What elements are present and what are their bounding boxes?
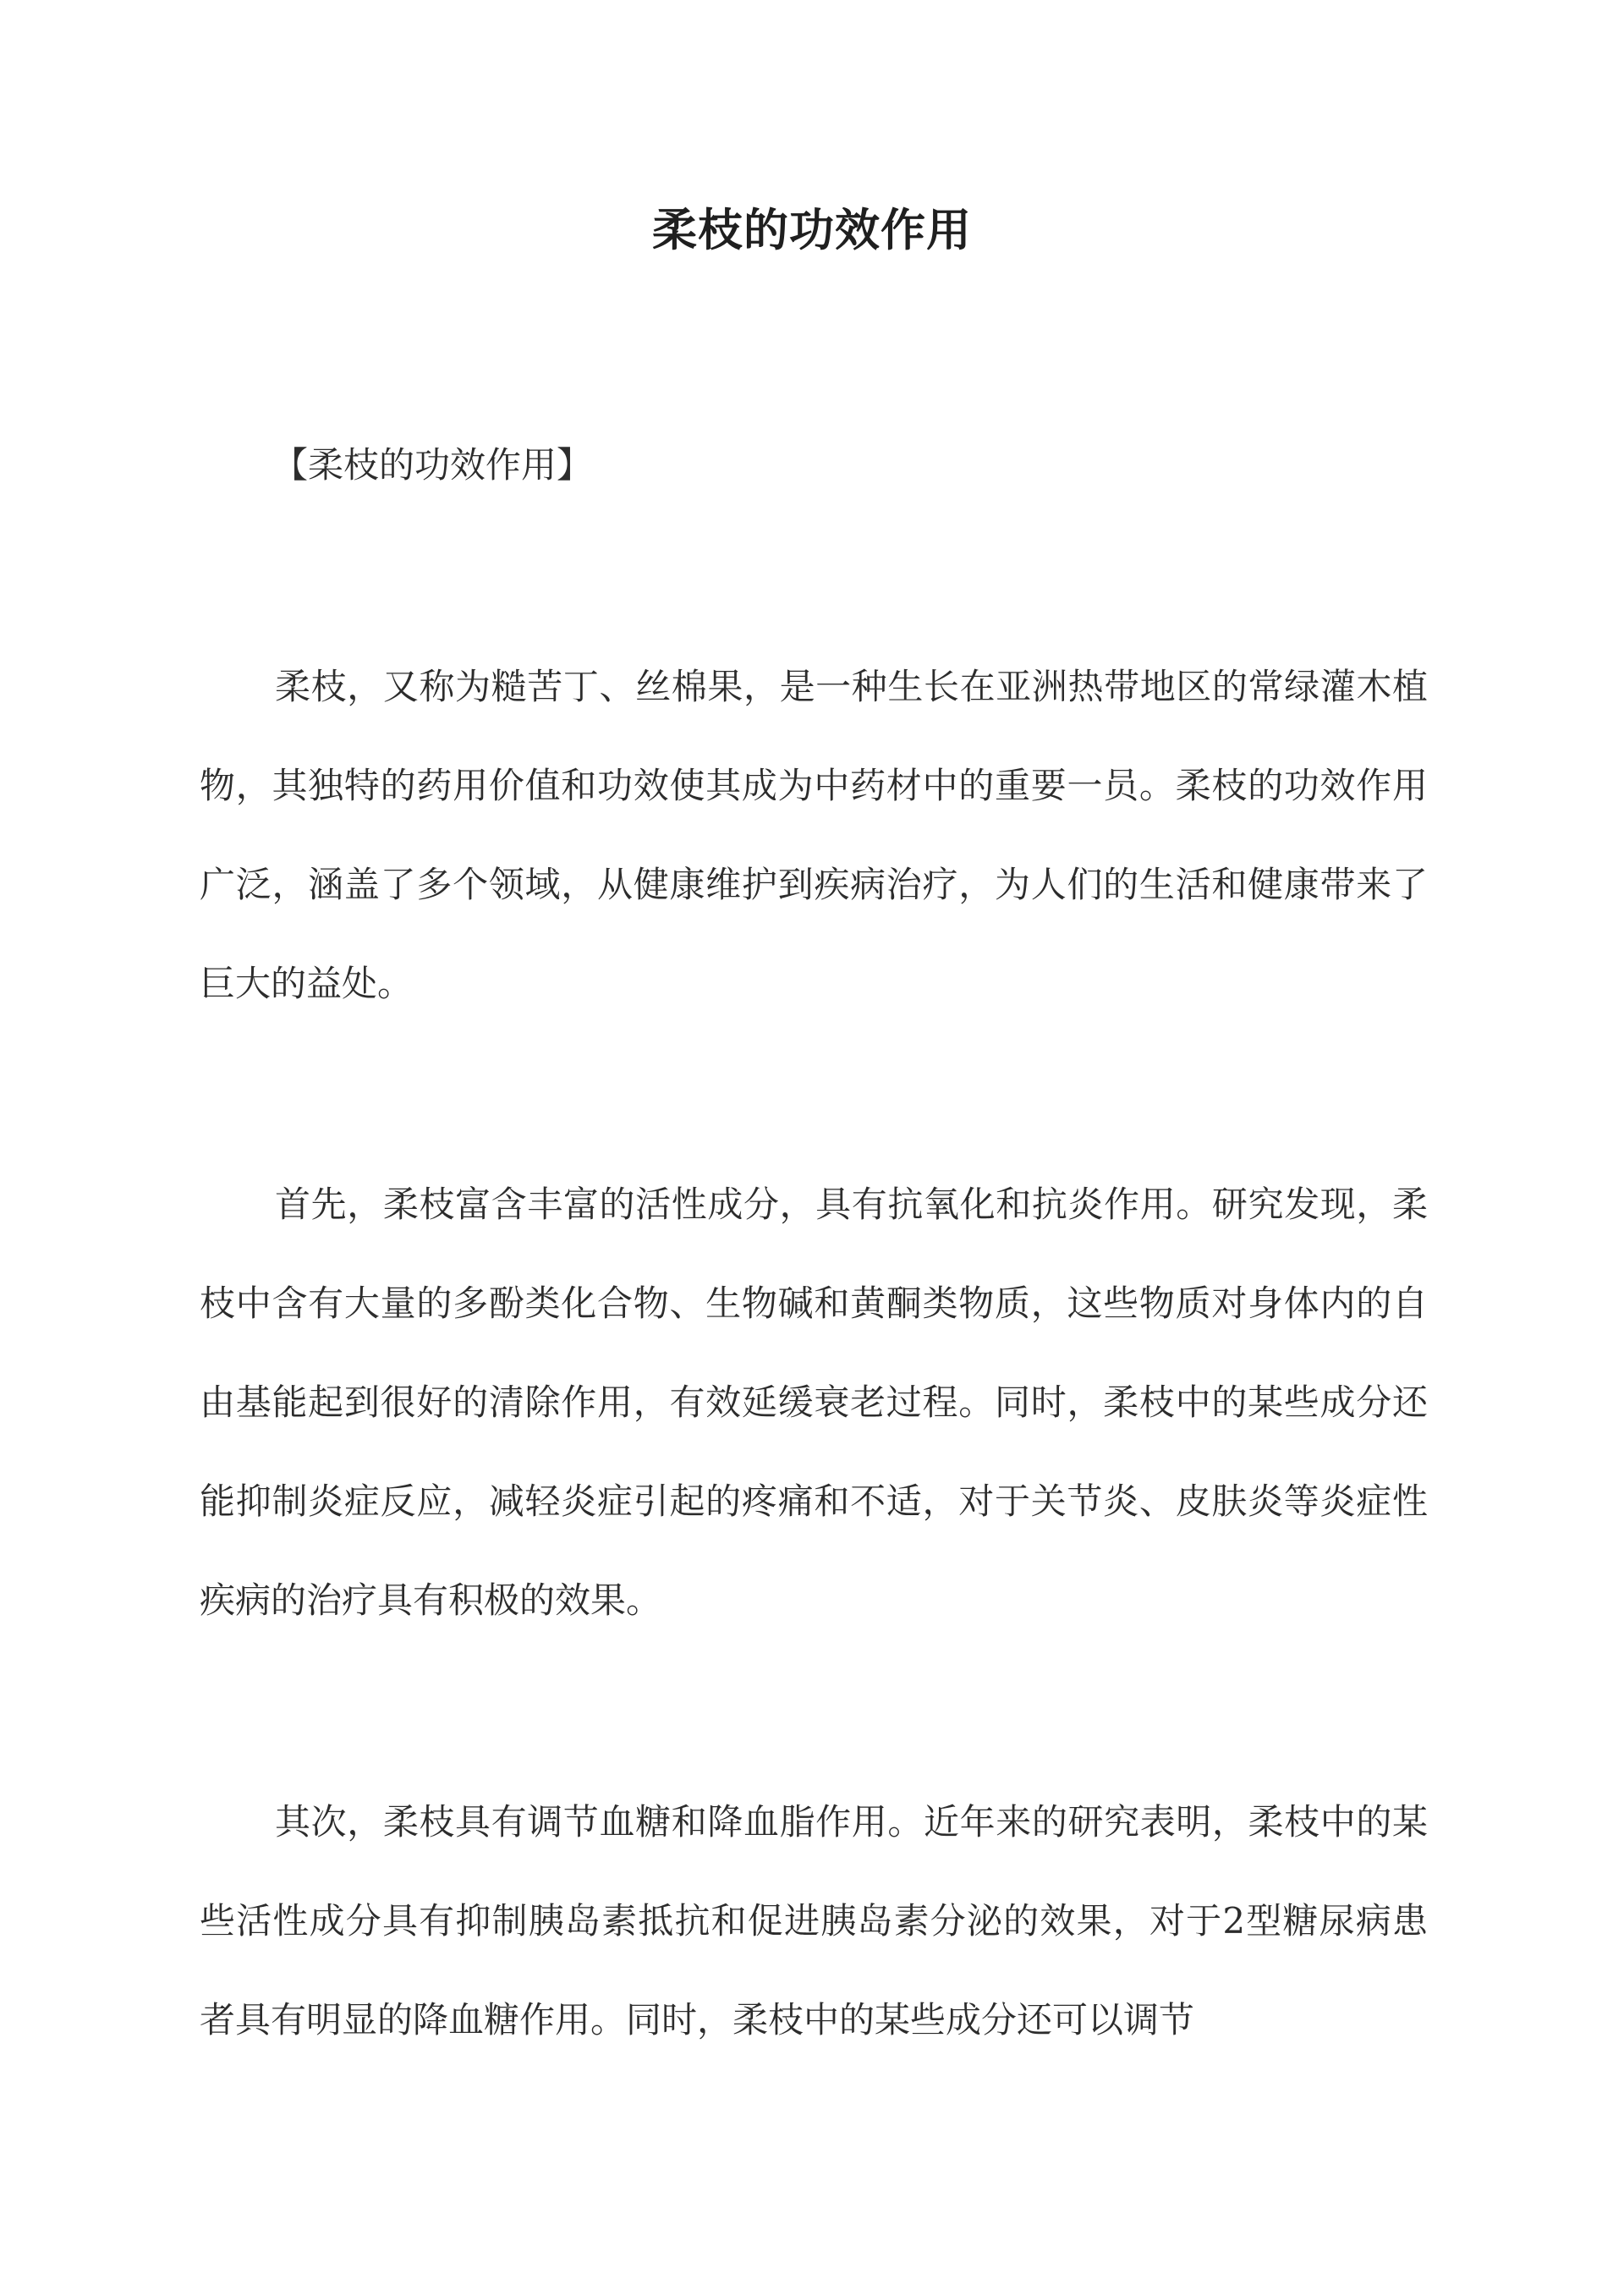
paragraph-blood-sugar: 其次，柔枝具有调节血糖和降血脂作用。近年来的研究表明，柔枝中的某些活性成分具有抑制胰岛素抵抗和促进胰岛素分泌的效果，对于2型糖尿病患者具有明显的降血糖作用。同时，柔枝中的某些成分还可以调节 (200, 1801, 1428, 2041)
paragraph-antioxidant: 首先，柔枝富含丰富的活性成分，具有抗氧化和抗炎作用。研究发现，柔枝中含有大量的多酚类化合物、生物碱和黄酮类物质，这些物质对身体内的自由基能起到很好的清除作用，有效延缓衰老过程。同时，柔枝中的某些成分还能抑制炎症反应，减轻炎症引起的疼痛和不适，对于关节炎、皮肤炎等炎症性疾病的治疗具有积极的效果。 (200, 1184, 1428, 1621)
paragraph-introduction: 柔枝，又称为糙苦丁、丝棉果，是一种生长在亚洲热带地区的常绿灌木植物，其独特的药用价值和功效使其成为中药材中的重要一员。柔枝的功效作用广泛，涵盖了多个领域，从健康维护到疾病治疗，为人们的生活和健康带来了巨大的益处。 (200, 666, 1428, 1004)
section-heading: 【柔枝的功效作用】 (272, 444, 593, 486)
document-title: 柔枝的功效作用 (652, 204, 972, 256)
